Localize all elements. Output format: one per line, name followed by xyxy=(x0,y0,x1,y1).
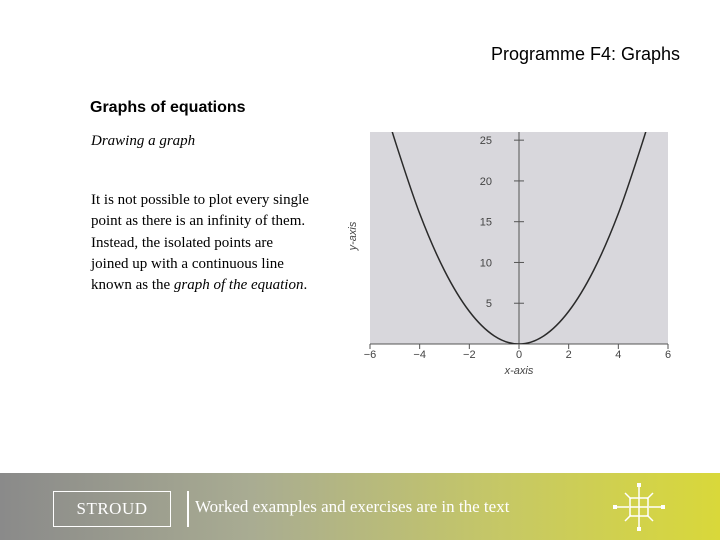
y-tick-label: 10 xyxy=(479,257,492,270)
y-tick-label: 20 xyxy=(479,175,492,188)
network-node-icon xyxy=(612,481,666,533)
body-paragraph xyxy=(91,190,311,296)
x-tick-label: 2 xyxy=(565,349,572,361)
body-text-emphasis: graph of the equation xyxy=(173,277,304,294)
y-axis-label: y-axis xyxy=(347,221,359,251)
y-tick-label: 15 xyxy=(479,216,492,229)
slide-title: Programme F4: Graphs xyxy=(490,44,680,64)
x-tick-label: 0 xyxy=(515,349,523,361)
x-tick-label: 6 xyxy=(664,349,672,361)
footer-note: Worked examples and exercises are in the text xyxy=(195,497,510,516)
footer-bar xyxy=(0,473,720,540)
brand-box xyxy=(53,491,171,527)
brand-name: STROUD xyxy=(76,499,148,518)
y-tick-label: 25 xyxy=(479,135,492,148)
parabola-chart xyxy=(346,124,676,380)
section-title: Graphs of equations xyxy=(90,99,246,116)
y-tick-label: 5 xyxy=(485,298,492,311)
x-tick-label: −4 xyxy=(413,349,426,361)
x-tick-label: −2 xyxy=(463,349,476,361)
x-axis-label: x-axis xyxy=(504,365,534,377)
body-text-end: . xyxy=(303,277,308,294)
body-text-lead: It is not possible to plot every single point as there is an infinity of them. Instead, the isolated points are joined up with a continuous line known as the xyxy=(91,192,309,294)
x-tick-label: 4 xyxy=(615,349,622,361)
footer-divider xyxy=(187,491,189,527)
subheading: Drawing a graph xyxy=(91,133,196,149)
x-tick-label: −6 xyxy=(363,349,377,361)
